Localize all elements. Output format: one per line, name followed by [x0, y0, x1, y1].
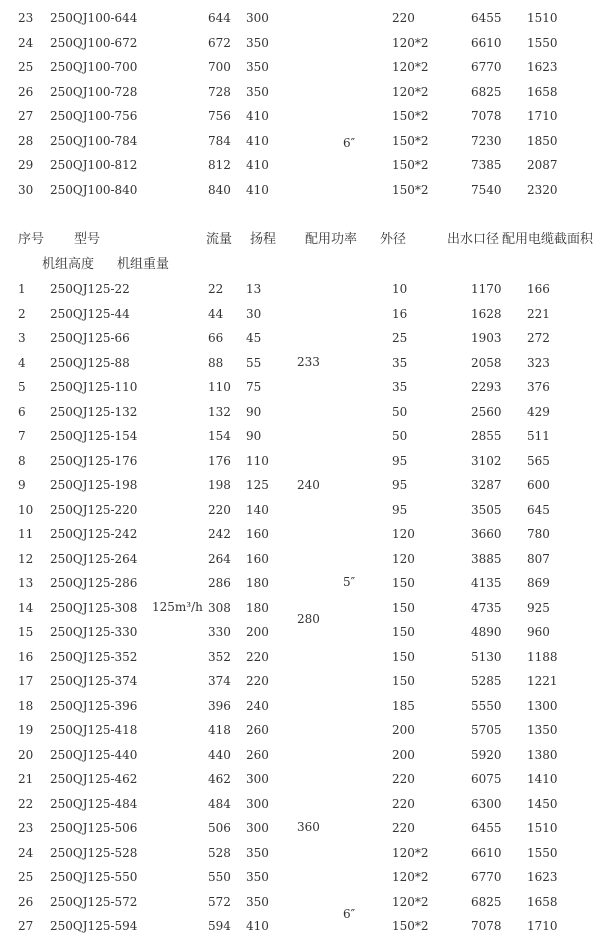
- row-head: 140: [246, 502, 269, 517]
- row-model: 250QJ125-154: [50, 429, 138, 443]
- row-flow: 308: [208, 600, 231, 615]
- row-no: 3: [18, 331, 26, 345]
- row-model: 250QJ125-396: [50, 698, 138, 713]
- power-group: 233: [297, 355, 320, 369]
- row-unit-weight: 1410: [527, 772, 558, 786]
- row-flow: 374: [208, 674, 231, 688]
- row-unit-height: 5550: [471, 698, 502, 713]
- row-outer-diameter: 120: [392, 551, 415, 566]
- row-flow: 198: [208, 478, 231, 492]
- row-model: 250QJ125-506: [50, 821, 138, 835]
- row-no: 14: [18, 600, 34, 615]
- row-unit-height: 6075: [471, 772, 502, 786]
- row-no: 7: [18, 429, 26, 443]
- row-model: 250QJ125-22: [50, 282, 130, 296]
- row-head: 180: [246, 576, 269, 590]
- row-outer-diameter: 120*2: [392, 894, 429, 909]
- row-no: 18: [18, 698, 34, 713]
- row-head: 260: [246, 723, 269, 737]
- row-unit-height: 6825: [471, 84, 502, 99]
- row-head: 90: [246, 404, 262, 419]
- row-outer-diameter: 120*2: [392, 84, 429, 99]
- row-flow: 672: [208, 35, 231, 50]
- row-head: 410: [246, 133, 269, 148]
- row-model: 250QJ125-330: [50, 625, 138, 639]
- row-outer-diameter: 120*2: [392, 35, 429, 50]
- row-flow: 22: [208, 282, 224, 296]
- row-model: 250QJ125-88: [50, 355, 130, 370]
- row-head: 75: [246, 380, 262, 394]
- row-unit-weight: 1510: [527, 821, 558, 835]
- row-unit-weight: 960: [527, 625, 550, 639]
- row-unit-weight: 1623: [527, 60, 558, 74]
- row-flow: 286: [208, 576, 231, 590]
- row-unit-height: 2293: [471, 380, 502, 394]
- row-head: 300: [246, 821, 269, 835]
- row-unit-height: 5285: [471, 674, 502, 688]
- row-no: 26: [18, 84, 34, 99]
- row-no: 20: [18, 747, 34, 762]
- power-group: 240: [297, 478, 320, 492]
- row-flow: 784: [208, 133, 231, 148]
- row-flow: 88: [208, 355, 224, 370]
- row-no: 23: [18, 11, 34, 25]
- header-weight: 机组重量: [117, 257, 170, 272]
- row-model: 250QJ125-132: [50, 404, 138, 419]
- row-outer-diameter: 150*2: [392, 182, 429, 197]
- row-no: 13: [18, 576, 34, 590]
- row-no: 5: [18, 380, 26, 394]
- row-no: 24: [18, 35, 34, 50]
- row-model: 250QJ125-572: [50, 894, 138, 909]
- row-model: 250QJ100-756: [50, 109, 138, 123]
- row-model: 250QJ125-550: [50, 870, 138, 884]
- row-flow: 756: [208, 109, 231, 123]
- header-head: 扬程: [250, 232, 277, 247]
- row-flow: 484: [208, 796, 231, 811]
- row-head: 350: [246, 870, 269, 884]
- row-no: 4: [18, 355, 26, 370]
- row-no: 30: [18, 182, 34, 197]
- row-outer-diameter: 16: [392, 306, 408, 321]
- row-outer-diameter: 150: [392, 600, 415, 615]
- row-unit-weight: 1510: [527, 11, 558, 25]
- row-model: 250QJ125-176: [50, 453, 138, 468]
- row-unit-weight: 1300: [527, 698, 558, 713]
- row-no: 27: [18, 109, 34, 123]
- row-unit-height: 3505: [471, 502, 502, 517]
- row-unit-weight: 869: [527, 576, 550, 590]
- row-model: 250QJ125-352: [50, 649, 138, 664]
- row-head: 30: [246, 306, 262, 321]
- row-unit-height: 7540: [471, 182, 502, 197]
- row-unit-height: 6455: [471, 821, 502, 835]
- row-unit-height: 4135: [471, 576, 502, 590]
- row-flow: 550: [208, 870, 231, 884]
- row-flow: 812: [208, 158, 231, 172]
- row-model: 250QJ125-418: [50, 723, 138, 737]
- row-unit-height: 1903: [471, 331, 502, 345]
- row-unit-height: 4735: [471, 600, 502, 615]
- header-model: 型号: [74, 232, 101, 247]
- row-flow: 352: [208, 649, 231, 664]
- row-unit-height: 5130: [471, 649, 502, 664]
- row-head: 410: [246, 158, 269, 172]
- row-no: 12: [18, 551, 34, 566]
- row-outer-diameter: 120*2: [392, 870, 429, 884]
- row-outer-diameter: 220: [392, 11, 415, 25]
- row-unit-weight: 323: [527, 355, 550, 370]
- row-outer-diameter: 200: [392, 747, 415, 762]
- row-outer-diameter: 95: [392, 478, 408, 492]
- row-unit-height: 6825: [471, 894, 502, 909]
- header-od: 外径: [380, 232, 407, 247]
- row-unit-weight: 600: [527, 478, 550, 492]
- row-flow: 66: [208, 331, 224, 345]
- row-outer-diameter: 200: [392, 723, 415, 737]
- row-no: 24: [18, 845, 34, 860]
- row-flow: 396: [208, 698, 231, 713]
- row-model: 250QJ125-308: [50, 600, 138, 615]
- row-outer-diameter: 220: [392, 796, 415, 811]
- row-outer-diameter: 95: [392, 453, 408, 468]
- row-head: 160: [246, 527, 269, 541]
- row-unit-weight: 2320: [527, 182, 558, 197]
- row-head: 300: [246, 772, 269, 786]
- row-head: 300: [246, 796, 269, 811]
- row-unit-weight: 2087: [527, 158, 558, 172]
- row-model: 250QJ125-220: [50, 502, 138, 517]
- row-no: 26: [18, 894, 34, 909]
- row-flow: 728: [208, 84, 231, 99]
- row-no: 25: [18, 870, 34, 884]
- row-no: 15: [18, 625, 34, 639]
- row-unit-height: 5920: [471, 747, 502, 762]
- row-unit-weight: 1623: [527, 870, 558, 884]
- row-unit-weight: 272: [527, 331, 550, 345]
- row-unit-height: 2058: [471, 355, 502, 370]
- row-head: 260: [246, 747, 269, 762]
- row-head: 350: [246, 894, 269, 909]
- row-unit-weight: 565: [527, 453, 550, 468]
- row-model: 250QJ100-840: [50, 182, 138, 197]
- row-unit-height: 7078: [471, 109, 502, 123]
- row-head: 125: [246, 478, 269, 492]
- row-unit-weight: 645: [527, 502, 550, 517]
- header-height: 机组高度: [42, 257, 95, 272]
- row-model: 250QJ125-286: [50, 576, 138, 590]
- row-outer-diameter: 150: [392, 649, 415, 664]
- row-no: 16: [18, 649, 34, 664]
- row-model: 250QJ125-440: [50, 747, 138, 762]
- row-outer-diameter: 150: [392, 576, 415, 590]
- row-no: 2: [18, 306, 26, 321]
- row-model: 250QJ125-44: [50, 306, 130, 321]
- outlet-group: 5″: [343, 575, 356, 589]
- row-model: 250QJ125-484: [50, 796, 138, 811]
- row-unit-height: 6610: [471, 35, 502, 50]
- row-unit-height: 3287: [471, 478, 502, 492]
- row-flow: 840: [208, 182, 231, 197]
- row-flow: 700: [208, 60, 231, 74]
- row-model: 250QJ125-594: [50, 919, 138, 933]
- row-model: 250QJ125-528: [50, 845, 138, 860]
- power-group: 360: [297, 820, 320, 834]
- row-head: 300: [246, 11, 269, 25]
- row-unit-weight: 925: [527, 600, 550, 615]
- row-unit-weight: 1450: [527, 796, 558, 811]
- row-no: 6: [18, 404, 26, 419]
- row-head: 410: [246, 919, 269, 933]
- row-unit-height: 6770: [471, 60, 502, 74]
- row-model: 250QJ125-198: [50, 478, 138, 492]
- outlet-diameter: 6″: [343, 136, 356, 150]
- row-outer-diameter: 120*2: [392, 60, 429, 74]
- row-outer-diameter: 150*2: [392, 133, 429, 148]
- row-outer-diameter: 35: [392, 355, 408, 370]
- row-unit-weight: 511: [527, 429, 550, 443]
- row-no: 29: [18, 158, 34, 172]
- row-unit-weight: 1658: [527, 894, 558, 909]
- row-outer-diameter: 95: [392, 502, 408, 517]
- row-no: 28: [18, 133, 34, 148]
- row-head: 240: [246, 698, 269, 713]
- row-unit-height: 5705: [471, 723, 502, 737]
- row-outer-diameter: 120: [392, 527, 415, 541]
- row-unit-height: 7078: [471, 919, 502, 933]
- row-outer-diameter: 220: [392, 821, 415, 835]
- row-flow: 242: [208, 527, 231, 541]
- row-unit-weight: 1350: [527, 723, 558, 737]
- row-outer-diameter: 50: [392, 404, 408, 419]
- row-flow: 594: [208, 919, 231, 933]
- row-outer-diameter: 150*2: [392, 158, 429, 172]
- row-outer-diameter: 185: [392, 698, 415, 713]
- row-unit-height: 3660: [471, 527, 502, 541]
- header-power: 配用功率: [305, 232, 358, 247]
- row-outer-diameter: 35: [392, 380, 408, 394]
- row-outer-diameter: 25: [392, 331, 408, 345]
- row-head: 180: [246, 600, 269, 615]
- row-outer-diameter: 150: [392, 625, 415, 639]
- row-model: 250QJ100-644: [50, 11, 138, 25]
- row-outer-diameter: 10: [392, 282, 408, 296]
- row-flow: 132: [208, 404, 231, 419]
- row-unit-weight: 807: [527, 551, 550, 566]
- row-head: 200: [246, 625, 269, 639]
- power-group: 280: [297, 612, 320, 626]
- row-model: 250QJ125-66: [50, 331, 130, 345]
- row-flow: 440: [208, 747, 231, 762]
- header-cable: 配用电缆截面积: [502, 232, 594, 247]
- row-outer-diameter: 50: [392, 429, 408, 443]
- row-flow: 462: [208, 772, 231, 786]
- row-unit-height: 6300: [471, 796, 502, 811]
- outlet-group: 6″: [343, 907, 356, 921]
- row-flow: 330: [208, 625, 231, 639]
- row-unit-height: 7385: [471, 158, 502, 172]
- row-outer-diameter: 150: [392, 674, 415, 688]
- row-head: 350: [246, 35, 269, 50]
- row-outer-diameter: 150*2: [392, 109, 429, 123]
- row-head: 110: [246, 453, 269, 468]
- row-flow: 154: [208, 429, 231, 443]
- row-flow: 418: [208, 723, 231, 737]
- row-no: 27: [18, 919, 34, 933]
- row-head: 410: [246, 182, 269, 197]
- row-outer-diameter: 150*2: [392, 919, 429, 933]
- row-head: 220: [246, 649, 269, 664]
- row-unit-weight: 1380: [527, 747, 558, 762]
- row-model: 250QJ125-110: [50, 380, 138, 394]
- row-model: 250QJ125-242: [50, 527, 138, 541]
- row-unit-weight: 166: [527, 282, 550, 296]
- row-no: 21: [18, 772, 34, 786]
- row-model: 250QJ100-812: [50, 158, 138, 172]
- row-flow: 572: [208, 894, 231, 909]
- row-unit-height: 7230: [471, 133, 502, 148]
- row-no: 11: [18, 527, 34, 541]
- row-head: 350: [246, 84, 269, 99]
- row-flow: 176: [208, 453, 231, 468]
- row-unit-height: 1628: [471, 306, 502, 321]
- row-flow: 110: [208, 380, 231, 394]
- row-flow: 528: [208, 845, 231, 860]
- row-flow: 264: [208, 551, 231, 566]
- row-unit-weight: 376: [527, 380, 550, 394]
- row-no: 9: [18, 478, 26, 492]
- row-no: 23: [18, 821, 34, 835]
- row-unit-weight: 1188: [527, 649, 558, 664]
- row-unit-height: 1170: [471, 282, 502, 296]
- row-unit-height: 3102: [471, 453, 502, 468]
- row-no: 25: [18, 60, 34, 74]
- row-flow: 220: [208, 502, 231, 517]
- row-model: 250QJ125-462: [50, 772, 138, 786]
- row-no: 1: [18, 282, 26, 296]
- row-head: 55: [246, 355, 262, 370]
- row-unit-height: 2560: [471, 404, 502, 419]
- row-no: 10: [18, 502, 34, 517]
- row-no: 19: [18, 723, 34, 737]
- row-unit-weight: 1710: [527, 109, 558, 123]
- row-unit-height: 6770: [471, 870, 502, 884]
- row-head: 45: [246, 331, 262, 345]
- flow-rating: 125m³/h: [152, 600, 203, 614]
- row-model: 250QJ125-374: [50, 674, 138, 688]
- row-flow: 644: [208, 11, 231, 25]
- header-outlet: 出水口径: [447, 232, 500, 247]
- row-model: 250QJ100-728: [50, 84, 138, 99]
- row-head: 160: [246, 551, 269, 566]
- row-head: 350: [246, 60, 269, 74]
- row-model: 250QJ100-672: [50, 35, 138, 50]
- row-head: 90: [246, 429, 262, 443]
- row-unit-height: 4890: [471, 625, 502, 639]
- row-unit-weight: 221: [527, 306, 550, 321]
- header-flow: 流量: [206, 232, 233, 247]
- row-unit-weight: 429: [527, 404, 550, 419]
- row-model: 250QJ100-700: [50, 60, 138, 74]
- row-unit-height: 3885: [471, 551, 502, 566]
- row-no: 8: [18, 453, 26, 468]
- row-unit-height: 6455: [471, 11, 502, 25]
- row-unit-weight: 1658: [527, 84, 558, 99]
- row-unit-weight: 780: [527, 527, 550, 541]
- row-flow: 506: [208, 821, 231, 835]
- row-unit-height: 2855: [471, 429, 502, 443]
- row-unit-weight: 1550: [527, 845, 558, 860]
- row-unit-height: 6610: [471, 845, 502, 860]
- row-head: 220: [246, 674, 269, 688]
- row-unit-weight: 1710: [527, 919, 558, 933]
- row-head: 410: [246, 109, 269, 123]
- row-model: 250QJ125-264: [50, 551, 138, 566]
- row-model: 250QJ100-784: [50, 133, 138, 148]
- row-head: 13: [246, 282, 262, 296]
- row-head: 350: [246, 845, 269, 860]
- row-outer-diameter: 220: [392, 772, 415, 786]
- row-unit-weight: 1221: [527, 674, 558, 688]
- row-unit-weight: 1850: [527, 133, 558, 148]
- row-flow: 44: [208, 306, 224, 321]
- row-no: 22: [18, 796, 34, 811]
- row-unit-weight: 1550: [527, 35, 558, 50]
- header-no: 序号: [18, 232, 45, 247]
- row-outer-diameter: 120*2: [392, 845, 429, 860]
- row-no: 17: [18, 674, 34, 688]
